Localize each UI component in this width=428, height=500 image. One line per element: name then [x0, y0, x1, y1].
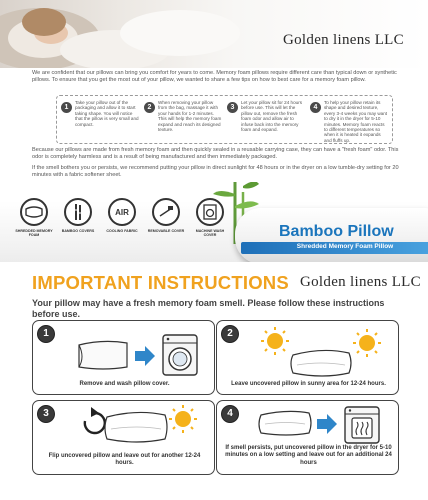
sun-icon [169, 405, 197, 433]
washing-machine-icon [163, 335, 197, 375]
step-number: 4 [310, 102, 321, 113]
svg-text:AIR: AIR [115, 208, 129, 217]
feature-bamboo-covers: BAMBOO COVERS [58, 198, 98, 258]
instructions-title: IMPORTANT INSTRUCTIONS [32, 272, 289, 293]
product-title: Bamboo Pillow [279, 223, 394, 240]
care-step [310, 100, 388, 143]
pillow-cover-icon [79, 341, 127, 369]
bamboo-icon [64, 198, 92, 226]
care-step [61, 100, 139, 140]
odor-note: Because our pillows are made from fresh memory foam and then quickly sealed in a reusable carrying case, they can have a "fresh foam" odor. This odor is completely harmless and is a result of being manufactured and then immediately packaged. [32, 147, 399, 160]
arrow-right-icon [317, 414, 337, 434]
dryer-icon [345, 407, 379, 443]
product-subtitle: Shredded Memory Foam Pillow [296, 243, 394, 250]
step-caption: Flip uncovered pillow and leave out for another 12-24 hours. [48, 453, 201, 467]
step-number: 1 [61, 102, 72, 113]
step-number-badge: 3 [37, 405, 55, 423]
care-step [144, 100, 222, 140]
feature-cooling-fabric: AIR COOLING FABRIC [102, 198, 142, 258]
step-number: 3 [227, 102, 238, 113]
sun-icon [353, 329, 381, 357]
arrow-right-icon [135, 346, 155, 366]
feature-machine-wash: MACHINE WASH COVER [190, 198, 230, 258]
care-steps-box [56, 95, 393, 144]
step-number-badge: 1 [37, 325, 55, 343]
flip-arrow-icon [85, 407, 105, 433]
brand-logo-text: Golden linens LLC [283, 32, 404, 48]
sun-icon [261, 327, 289, 355]
step-caption: Leave uncovered pillow in sunny area for 12-24 hours. [231, 381, 386, 387]
step-caption: Remove and wash pillow cover. [79, 381, 170, 387]
step-text: Let your pillow sit for 24 hours before use. This will let the pillow out, remove the fresh foam odor and allow air to infuse back into the memory foam and expand. [241, 100, 303, 133]
air-icon [108, 198, 136, 226]
step-number-badge: 2 [221, 325, 239, 343]
instructions-intro: Your pillow may have a fresh memory foam smell. Please follow these instructions before use. [32, 298, 385, 319]
step-text: When removing your pillow from the bag, massage it with your hands for 1-2 minutes. This will help the memory foam expand and reach its designed texture. [158, 100, 222, 133]
step-number: 2 [144, 102, 155, 113]
step-text: Take your pillow out of the packaging and allow it to start taking shape. You will notice that the pillow is very small and compact. [75, 100, 139, 127]
intro-paragraph: We are confident that our pillows can bring you comfort for years to come. Memory foam pillows require different care than typical down or synthetic pillows. To ensure that you get the most out of your pillow, we wanted to share a few tips on how to best care for a memory foam pillow. [32, 70, 397, 83]
sunlight-note: If the smell bothers you or persists, we recommend putting your pillow in direct sunlight for 48 hours or in the dryer on a low tumble-dry setting for 20 minutes with a fabric softener sheet. [32, 165, 399, 178]
instruction-panel-1 [32, 320, 215, 395]
pillow-icon [291, 350, 351, 376]
zipper-icon [152, 198, 180, 226]
step-text: To help your pillow retain its shape and desired texture, every 3-4 weeks you may want to dry it in the dryer for 5-10 minutes. Memory foam reacts to different temperatures so when it is heated it expands and fluffs up. [324, 100, 388, 143]
care-step [227, 100, 305, 140]
feature-shredded-foam: SHREDDED MEMORY FOAM [14, 198, 54, 258]
step-number-badge: 4 [221, 405, 239, 423]
pillow-icon [259, 411, 311, 435]
pillow-icon [20, 198, 48, 226]
instruction-panel-2 [216, 320, 399, 395]
instruction-panel-4 [216, 400, 399, 475]
product-pillow-image [225, 204, 428, 266]
instructions-card [0, 262, 428, 500]
step-caption: If smell persists, put uncovered pillow in the dryer for 5-10 minutes on a low setting and leave out for an additional 24 hours [225, 445, 392, 466]
pillow-icon [105, 412, 167, 442]
feature-removable-cover: REMOVABLE COVER [146, 198, 186, 258]
brand-logo-text: Golden linens LLC [300, 274, 421, 290]
instruction-panel-3 [32, 400, 215, 475]
